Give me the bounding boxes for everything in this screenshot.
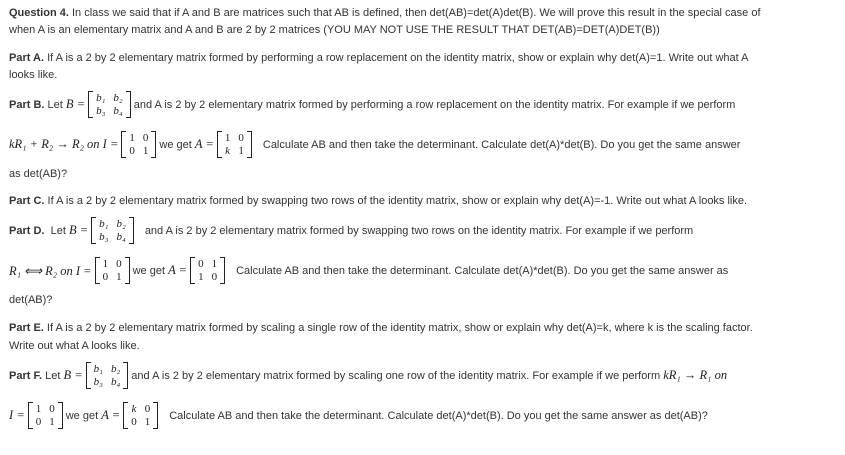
part-c-text: If A is a 2 by 2 elementary matrix formed by swapping two rows of the identity matrix, show or explain why det(A)=-1. Write out what A looks like. [47, 195, 748, 207]
part-d-a-equals: A = [168, 263, 188, 277]
part-b-b21: b₃ [96, 105, 106, 117]
part-a-text-1: If A is a 2 by 2 elementary matrix formed by performing a row replacement on the identity matrix, show or explain why det(A)=1. Write out what A [47, 52, 749, 64]
part-d-text-1: and A is 2 by 2 elementary matrix formed by swapping two rows on the identity matrix. For example if we perform [144, 224, 694, 237]
part-e-line-1 [9, 321, 753, 335]
part-d-text-3: det(AB)? [9, 294, 53, 306]
part-b-i21: 0 [129, 145, 135, 157]
part-f-i11: 1 [35, 403, 42, 415]
part-d-we-get: we get [132, 264, 166, 277]
part-f-i12: 0 [49, 403, 55, 415]
part-d-a11: 0 [198, 258, 204, 270]
part-f-we-get: we get [65, 409, 99, 422]
part-d-row-1 [9, 217, 693, 244]
part-b-matrix-a [217, 131, 252, 158]
part-b-b-equals: B = [65, 97, 86, 111]
part-d-i21: 0 [102, 271, 109, 283]
part-d-matrix-i [95, 257, 130, 284]
part-f-let: Let [45, 369, 61, 382]
part-f-a11: k [131, 403, 137, 415]
part-c-line [9, 194, 747, 208]
part-d-matrix-b [91, 217, 134, 244]
part-e-label: Part E. [9, 322, 44, 334]
part-b-text-2: Calculate AB and then take the determinant. Calculate det(A)*det(B). Do you get the same answer [262, 138, 741, 151]
part-b-matrix-i [121, 131, 156, 158]
part-b-i11: 1 [129, 132, 135, 144]
part-c-label: Part C. [9, 195, 45, 207]
part-f-row-1 [9, 362, 727, 389]
part-f-label: Part F. [9, 369, 43, 382]
part-f-row-2 [9, 402, 708, 429]
part-d-b21: b₃ [99, 231, 109, 243]
part-d-i12: 0 [116, 258, 122, 270]
part-f-text-2: Calculate AB and then take the determinant. Calculate det(A)*det(B). Do you get the same answer as det(AB)? [169, 409, 708, 422]
part-b-i22: 1 [142, 145, 149, 157]
part-f-a21: 0 [131, 416, 137, 428]
part-b-operation: kR₁ + R₂ → R₂ on I = [9, 137, 119, 151]
part-f-a12: 0 [144, 403, 151, 415]
part-f-matrix-a [123, 402, 158, 429]
part-f-b22: b₄ [110, 376, 121, 388]
part-d-row-2 [9, 257, 728, 284]
part-f-b11: b₁ [93, 363, 103, 375]
part-f-matrix-b [86, 362, 129, 389]
part-b-i12: 0 [142, 132, 149, 144]
part-b-label: Part B. [9, 98, 45, 111]
part-e-text-2: Write out what A looks like. [9, 340, 140, 352]
question-4-text-1: In class we said that if A and B are matrices such that AB is defined, then det(AB)=det(A)det(B). We will prove this result in the special case of [71, 7, 761, 19]
question-4-label: Question 4. [9, 7, 69, 19]
part-b-b12: b₂ [113, 92, 123, 104]
part-b-a21: k [225, 145, 231, 157]
part-d-let: Let [50, 224, 66, 237]
part-f-text-1: and A is 2 by 2 elementary matrix formed by scaling one row of the identity matrix. For example if we perform [131, 369, 661, 382]
part-d-a21: 1 [198, 271, 204, 283]
part-d-label: Part D. [9, 224, 45, 237]
part-b-row-2 [9, 131, 740, 158]
part-f-b-equals: B = [63, 368, 83, 382]
part-a-label: Part A. [9, 52, 45, 64]
part-b-row-1 [9, 91, 735, 118]
part-b-b22: b₄ [113, 105, 123, 117]
part-f-b21: b₃ [93, 376, 103, 388]
part-b-b11: b₁ [96, 92, 106, 104]
part-f-a22: 1 [144, 416, 151, 428]
part-f-i21: 0 [35, 416, 42, 428]
part-f-operation: kR₁ → R₁ on [663, 368, 728, 382]
part-b-a12: 0 [238, 132, 244, 144]
part-f-a-equals: A = [101, 408, 121, 422]
part-b-matrix-b [88, 91, 131, 118]
part-b-let: Let [47, 98, 63, 111]
part-f-b12: b₂ [110, 363, 121, 375]
part-d-b-equals: B = [68, 223, 89, 237]
part-f-i22: 1 [49, 416, 55, 428]
part-d-i11: 1 [102, 258, 109, 270]
part-b-text-1: and A is 2 by 2 elementary matrix formed by performing a row replacement on the identity matrix. For example if we perform [133, 98, 736, 111]
part-a-line-1 [9, 51, 748, 65]
part-d-matrix-a [190, 257, 225, 284]
part-b-a-equals: A = [194, 137, 214, 151]
part-d-b22: b₄ [116, 231, 126, 243]
part-b-a22: 1 [238, 145, 244, 157]
part-b-a11: 1 [224, 132, 231, 144]
part-d-text-2: Calculate AB and then take the determinant. Calculate det(A)*det(B). Do you get the same answer as [236, 264, 729, 277]
part-d-i22: 1 [116, 271, 122, 283]
part-d-operation: R₁ ⟺ R₂ on I = [9, 263, 92, 278]
question-4-text-2: when A is an elementary matrix and A and B are 2 by 2 matrices (YOU MAY NOT USE THE RESULT THAT DET(AB)=DET(A)DET(B)) [9, 24, 660, 36]
part-d-a22: 0 [211, 271, 218, 283]
part-d-b12: b₂ [116, 218, 126, 230]
part-e-text-1: If A is a 2 by 2 elementary matrix formed by scaling a single row of the identity matrix, show or explain why det(A)=k, where k is the scaling factor. [46, 322, 753, 334]
part-a-text-2: looks like. [9, 69, 58, 81]
part-f-matrix-i [28, 402, 63, 429]
part-d-a12: 1 [211, 258, 218, 270]
part-b-text-3: as det(AB)? [9, 168, 68, 180]
part-d-b11: b₁ [99, 218, 109, 230]
question-4-line-1 [9, 6, 761, 20]
part-b-we-get: we get [159, 138, 192, 151]
part-f-i-equals: I = [9, 408, 25, 422]
